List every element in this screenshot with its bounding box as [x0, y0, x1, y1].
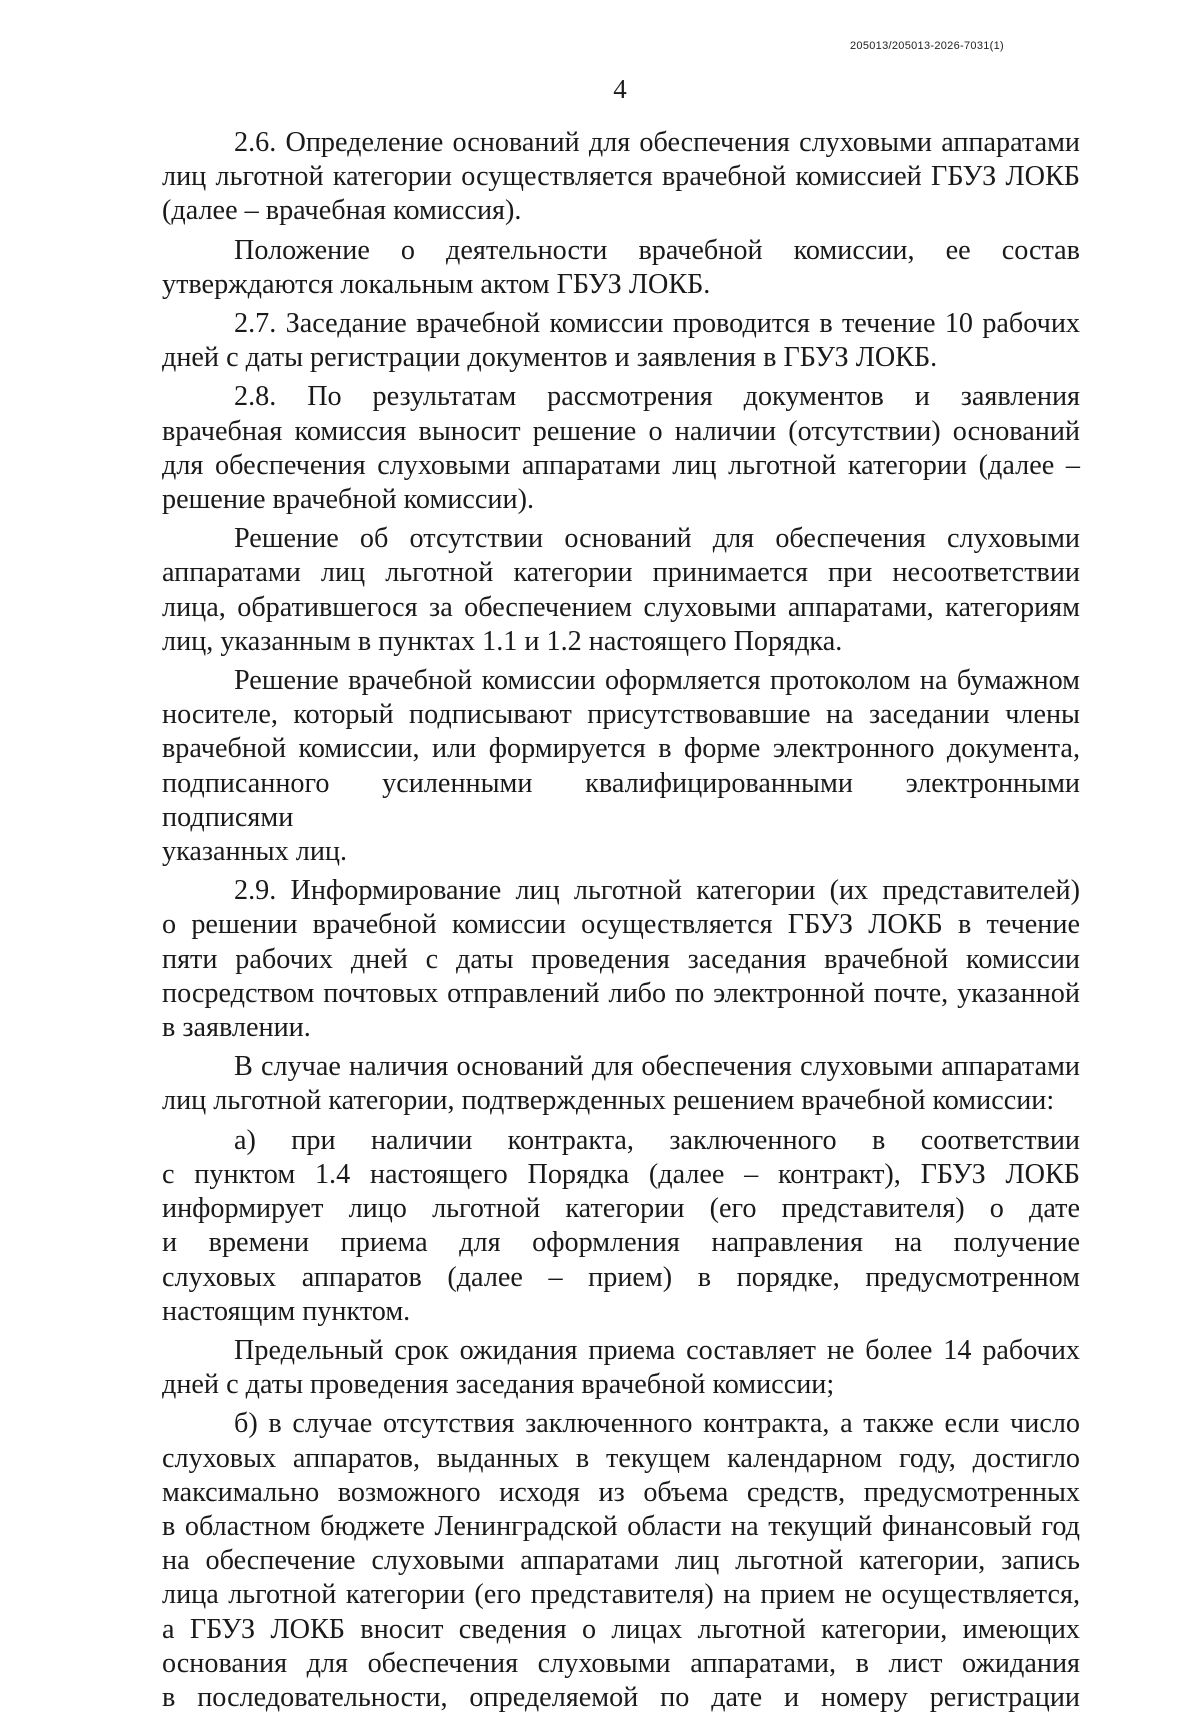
text-line: посредством почтовых отправлений либо по электронной почте, указанной — [162, 977, 1080, 1009]
text-line: утверждаются локальным актом ГБУЗ ЛОКБ. — [162, 268, 711, 300]
text-line: 2.7. Заседание врачебной комиссии проводится в течение 10 рабочих — [234, 308, 1080, 340]
paragraph — [162, 234, 1080, 302]
text-line: В случае наличия оснований для обеспечения слуховыми аппаратами — [234, 1051, 1080, 1083]
text-line: решение врачебной комиссии). — [162, 484, 535, 516]
text-line: для обеспечения слуховыми аппаратами лиц льготной категории (далее – — [162, 449, 1080, 481]
text-line: врачебной комиссии, или формируется в форме электронного документа, — [162, 733, 1080, 765]
text-line: Положение о деятельности врачебной комиссии, ее состав — [234, 234, 1080, 266]
text-line: указанных лиц. — [162, 836, 348, 868]
text-line: лиц льготной категории, подтвержденных решением врачебной комиссии: — [162, 1085, 1055, 1117]
text-line: и времени приема для оформления направления на получение — [162, 1227, 1080, 1259]
text-line: настоящим пунктом. — [162, 1295, 411, 1327]
text-line: с пунктом 1.4 настоящего Порядка (далее – контракт), ГБУЗ ЛОКБ — [162, 1158, 1080, 1190]
paragraph — [162, 874, 1080, 1045]
text-line: на обеспечение слуховыми аппаратами лиц льготной категории, запись — [162, 1545, 1080, 1577]
text-line: подписанного усиленными квалифицированными электронными подписями — [162, 767, 1080, 833]
paragraph — [162, 126, 1080, 229]
text-line: носителе, который подписывают присутствовавшие на заседании члены — [162, 699, 1080, 731]
text-line: слуховых аппаратов (далее – прием) в порядке, предусмотренном — [162, 1261, 1080, 1293]
text-line: лиц льготной категории осуществляется врачебной комиссией ГБУЗ ЛОКБ — [162, 161, 1080, 193]
page-number: 4 — [613, 74, 627, 104]
text-line: слуховых аппаратов, выданных в текущем календарном году, достигло — [162, 1442, 1080, 1474]
text-line: максимально возможного исходя из объема средств, предусмотренных — [162, 1476, 1080, 1508]
text-line: б) в случае отсутствия заключенного контракта, а также если число — [234, 1408, 1080, 1440]
paragraph — [162, 1124, 1080, 1329]
text-line: 2.9. Информирование лиц льготной категории (их представителей) — [234, 875, 1080, 907]
paragraph — [162, 1050, 1080, 1118]
text-line: а ГБУЗ ЛОКБ вносит сведения о лицах льготной категории, имеющих — [162, 1613, 1080, 1645]
paragraph — [162, 664, 1080, 869]
text-line: пяти рабочих дней с даты проведения заседания врачебной комиссии — [162, 943, 1080, 975]
text-line: в областном бюджете Ленинградской области на текущий финансовый год — [162, 1510, 1080, 1542]
paragraph — [162, 307, 1080, 375]
text-line: о решении врачебной комиссии осуществляется ГБУЗ ЛОКБ в течение — [162, 909, 1080, 941]
document-body — [162, 126, 1080, 1720]
text-line: лица льготной категории (его представителя) на прием не осуществляется, — [162, 1579, 1080, 1611]
paragraph — [162, 380, 1080, 517]
text-line: информирует лицо льготной категории (его представителя) о дате — [162, 1193, 1080, 1225]
text-line: лица, обратившегося за обеспечением слуховыми аппаратами, категориям — [162, 591, 1080, 623]
document-id: 205013/205013-2026-7031(1) — [850, 40, 1004, 52]
text-line: основания для обеспечения слуховыми аппаратами, в лист ожидания — [162, 1647, 1080, 1679]
paragraph — [162, 1407, 1080, 1715]
text-line: 2.6. Определение оснований для обеспечения слуховыми аппаратами — [234, 127, 1080, 158]
text-line: а) при наличии контракта, заключенного в соответствии — [234, 1124, 1080, 1156]
text-line: аппаратами лиц льготной категории принимается при несоответствии — [162, 557, 1080, 589]
text-line: Предельный срок ожидания приема составляет не более 14 рабочих — [234, 1334, 1080, 1366]
paragraph — [162, 1334, 1080, 1402]
text-line: дней с даты проведения заседания врачебной комиссии; — [162, 1369, 835, 1401]
text-line: Решение об отсутствии оснований для обеспечения слуховыми — [234, 523, 1080, 555]
text-line: 2.8. По результатам рассмотрения документов и заявления — [234, 381, 1080, 413]
text-line: в последовательности, определяемой по дате и номеру регистрации — [162, 1681, 1080, 1713]
paragraph — [162, 522, 1080, 659]
text-line: дней с даты регистрации документов и заявления в ГБУЗ ЛОКБ. — [162, 342, 938, 374]
text-line: (далее – врачебная комиссия). — [162, 195, 522, 227]
text-line: лиц, указанным в пунктах 1.1 и 1.2 настоящего Порядка. — [162, 625, 843, 657]
text-line: в заявлении. — [162, 1012, 311, 1044]
text-line: Решение врачебной комиссии оформляется протоколом на бумажном — [234, 665, 1080, 697]
text-line: врачебная комиссия выносит решение о наличии (отсутствии) оснований — [162, 415, 1080, 447]
